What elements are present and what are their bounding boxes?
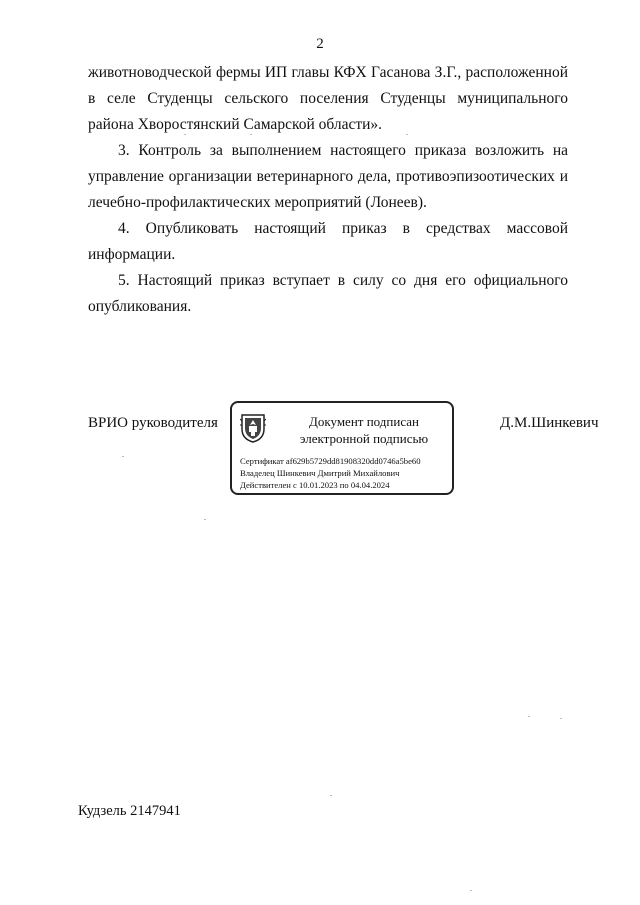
clause-5: 5. Настоящий приказ вступает в силу со дня его официального опубликования. xyxy=(88,272,568,315)
signatory-name: Д.М.Шинкевич xyxy=(500,415,599,431)
certificate-owner: Владелец Шинкевич Дмитрий Михайлович xyxy=(240,468,400,478)
continuation-paragraph: животноводческой фермы ИП главы КФХ Гасанова З.Г., расположенной в селе Студенцы сельского поселения Студенцы муниципального района Хворостянский Самарской области». xyxy=(88,64,568,133)
scan-speck xyxy=(250,134,252,135)
stamp-title xyxy=(276,413,452,447)
stamp-title-line-1: Документ подписан xyxy=(309,414,419,429)
scan-speck xyxy=(560,718,562,719)
page-number: 2 xyxy=(316,36,324,52)
order-body xyxy=(88,60,568,320)
signatory-role: ВРИО руководителя xyxy=(88,415,218,431)
stamp-details xyxy=(240,455,452,491)
scan-speck xyxy=(406,134,408,135)
executor-note: Кудзель 2147941 xyxy=(78,803,181,819)
clause-3: 3. Контроль за выполнением настоящего приказа возложить на управление организации ветеринарного дела, противоэпизоотических и лечебно-профилактических мероприятий (Лонеев). xyxy=(88,142,568,211)
stamp-title-line-2: электронной подписью xyxy=(299,431,429,446)
certificate-validity: Действителен с 10.01.2023 по 04.04.2024 xyxy=(240,480,390,490)
scan-speck xyxy=(528,716,530,717)
coat-of-arms-icon xyxy=(240,413,266,443)
electronic-signature-stamp xyxy=(230,401,454,495)
certificate-number: Сертификат af629b5729dd81908320dd0746a5be60 xyxy=(240,456,421,466)
scan-speck xyxy=(330,795,332,796)
scan-speck xyxy=(184,134,186,135)
scan-speck xyxy=(204,519,206,520)
scan-speck xyxy=(122,456,124,457)
scan-speck xyxy=(470,890,472,891)
clause-4: 4. Опубликовать настоящий приказ в средствах массовой информации. xyxy=(88,220,568,263)
